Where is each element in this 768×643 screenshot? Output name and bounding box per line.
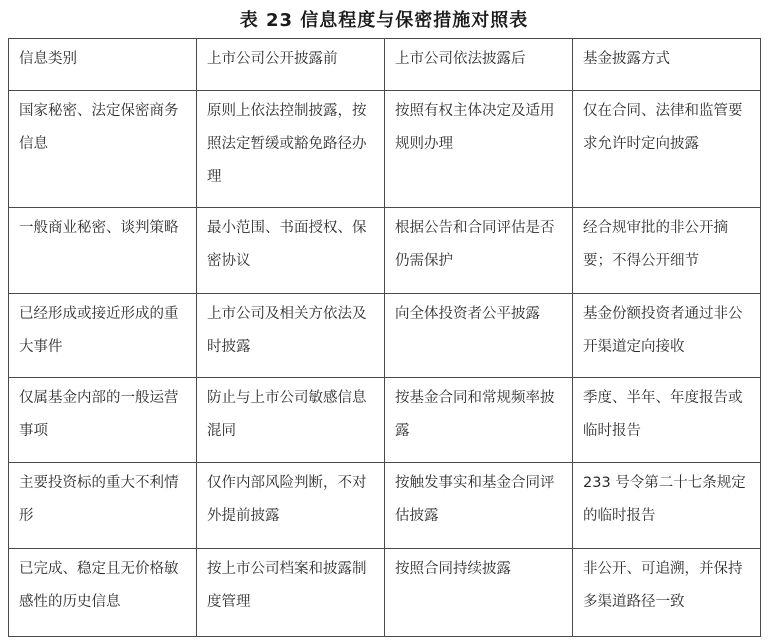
table-cell: 上市公司及相关方依法及时披露 (197, 294, 385, 378)
table-cell: 按触发事实和基金合同评估披露 (385, 463, 573, 549)
table-cell: 233 号令第二十七条规定的临时报告 (573, 463, 761, 549)
table-cell: 防止与上市公司敏感信息混同 (197, 378, 385, 463)
table-cell: 根据公告和合同评估是否仍需保护 (385, 208, 573, 294)
table-cell: 经合规审批的非公开摘要；不得公开细节 (573, 208, 761, 294)
table-cell: 季度、半年、年度报告或临时报告 (573, 378, 761, 463)
table-row (9, 294, 761, 378)
column-header-after-disclosure: 上市公司依法披露后 (385, 39, 573, 91)
table-cell: 按基金合同和常规频率披露 (385, 378, 573, 463)
table-row (9, 378, 761, 463)
table-title: 表 23 信息程度与保密措施对照表 (239, 10, 529, 31)
table-row (9, 463, 761, 549)
table-row (9, 91, 761, 208)
table-cell: 一般商业秘密、谈判策略 (9, 208, 197, 294)
table-cell: 国家秘密、法定保密商务信息 (9, 91, 197, 208)
table-cell: 基金份额投资者通过非公开渠道定向接收 (573, 294, 761, 378)
table-cell: 最小范围、书面授权、保密协议 (197, 208, 385, 294)
column-header-fund-disclosure-method: 基金披露方式 (573, 39, 761, 91)
table-row (9, 208, 761, 294)
table-cell: 原则上依法控制披露，按照法定暂缓或豁免路径办理 (197, 91, 385, 208)
comparison-table (8, 38, 761, 637)
table-cell: 按照合同持续披露 (385, 549, 573, 637)
table-cell: 按上市公司档案和披露制度管理 (197, 549, 385, 637)
table-cell: 按照有权主体决定及适用规则办理 (385, 91, 573, 208)
table-cell: 仅作内部风险判断，不对外提前披露 (197, 463, 385, 549)
table-cell: 非公开、可追溯，并保持多渠道路径一致 (573, 549, 761, 637)
table-cell: 仅属基金内部的一般运营事项 (9, 378, 197, 463)
table-cell: 主要投资标的重大不利情形 (9, 463, 197, 549)
column-header-before-disclosure: 上市公司公开披露前 (197, 39, 385, 91)
table-row (9, 549, 761, 637)
table-cell: 已经形成或接近形成的重大事件 (9, 294, 197, 378)
table-cell: 仅在合同、法律和监管要求允许时定向披露 (573, 91, 761, 208)
table-cell: 已完成、稳定且无价格敏感性的历史信息 (9, 549, 197, 637)
column-header-info-category: 信息类别 (9, 39, 197, 91)
table-header-row (9, 39, 761, 91)
table-cell: 向全体投资者公平披露 (385, 294, 573, 378)
